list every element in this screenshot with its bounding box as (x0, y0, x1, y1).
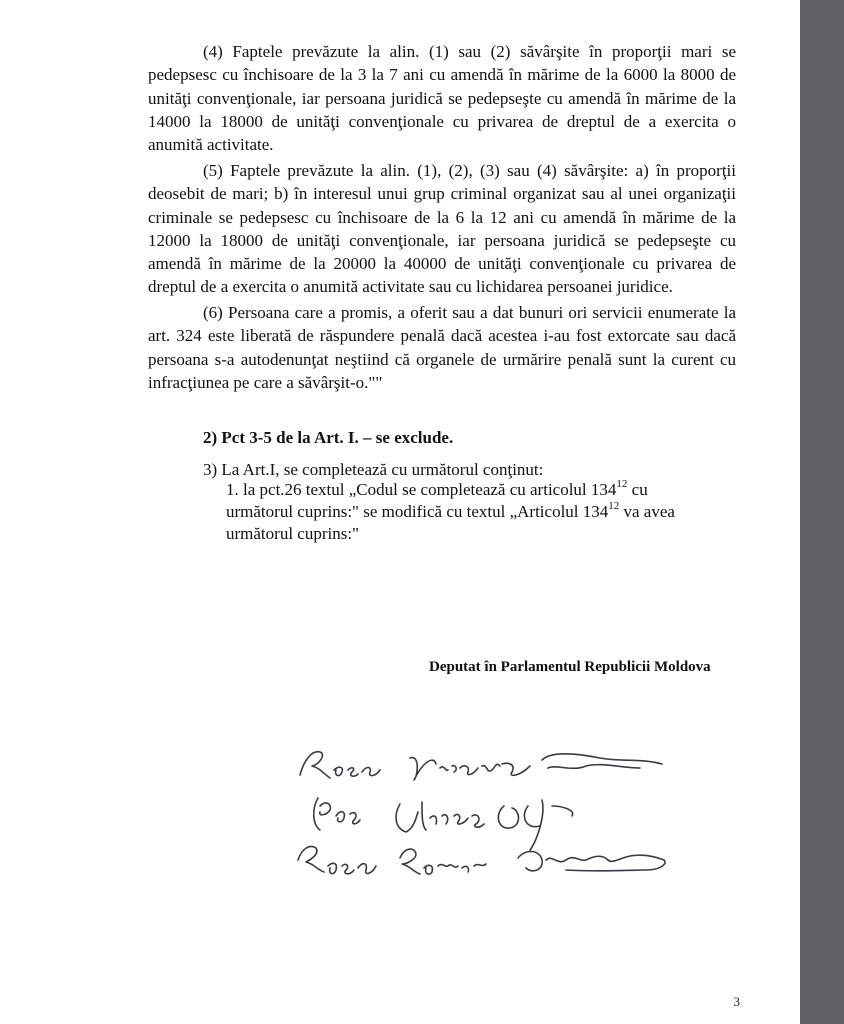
deputy-title: Deputat în Parlamentul Republicii Moldova (429, 659, 711, 675)
viewer-scrollbar-area[interactable] (800, 0, 844, 1024)
paragraph-4: (4) Faptele prevăzute la alin. (1) sau (2) săvârşite în proporţii mari se pedepsesc cu închisoare de la 3 la 7 ani cu amendă în mărime de la 6000 la 8000 de unităţi convenţionale, iar persoana juridică se pedepseşte cu amendă în mărime de la 14000 la 18000 de unităţi convenţionale cu privarea de dreptul de a exercita o anumită activitate. (148, 42, 736, 155)
paragraph-6: (6) Persoana care a promis, a oferit sau a dat bunuri ori servicii enumerate la art. 324 este liberată de răspundere penală dacă acestea i-au fost extorcate sau dacă persoana s-a autodenunţat neştiind că organele de urmărire penală sunt la curent cu infracţiunea pe care a săvârşit-o."" (148, 303, 736, 392)
item-2: 2) Pct 3-5 de la Art. I. – se exclude. (203, 428, 454, 447)
item-3-line-2: următorul cuprins:" se modifică cu textul „Articolul $134^{12}$ va avea (226, 500, 675, 521)
item-3-line-1: 1. la pct.26 textul „Codul se completează cu articolul $134^{12}$ cu (226, 478, 648, 499)
item-3-line-3: următorul cuprins:" (226, 524, 359, 543)
signatures-image (290, 720, 710, 890)
item-3-lead: 3) La Art.I, se completează cu următorul conţinut: (203, 460, 544, 479)
paragraph-5: (5) Faptele prevăzute la alin. (1), (2), (3) sau (4) săvârşite: a) în proporţii deosebit de mari; b) în interesul unui grup criminal organizat sau al unei organizaţii criminale se pedepsesc cu închisoare de la 6 la 12 ani cu amendă în mărime de la 12000 la 18000 de unităţi convenţionale, iar persoana juridică se pedepseşte cu amendă în mărime de la 20000 la 40000 de unităţi convenţionale cu privarea de dreptul de a exercita o anumită activitate sau cu lichidarea persoanei juridice. (148, 161, 736, 297)
page-number: 3 (733, 994, 740, 1009)
